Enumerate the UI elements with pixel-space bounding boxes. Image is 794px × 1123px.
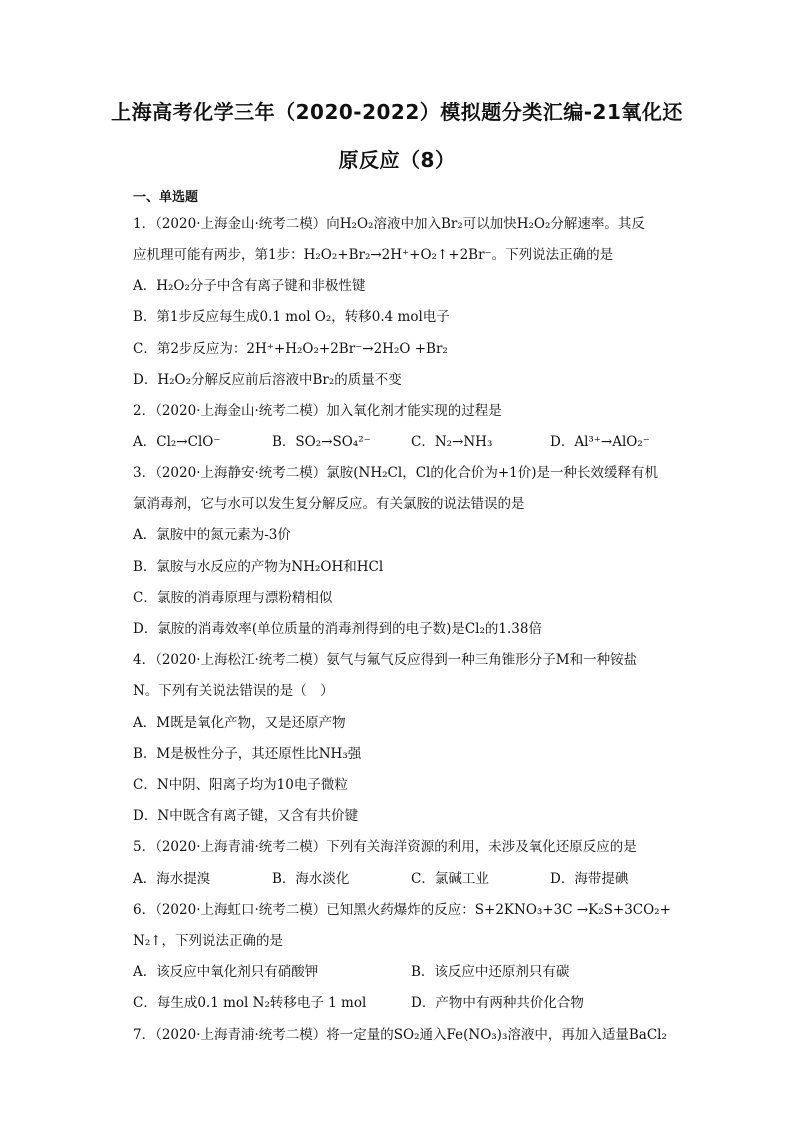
q4-option-d: D．N中既含有离子键，又含有共价键 <box>133 808 359 824</box>
q5-option-b: B．海水淡化 <box>272 871 350 887</box>
q7-stem-line-1: 7．（2020·上海青浦·统考二模）将一定量的SO₂通入Fe(NO₃)₃溶液中，再加入适量BaCl₂ <box>133 1027 667 1043</box>
q2-option-c: C．N₂→NH₃ <box>411 434 493 450</box>
q6-option-d: D．产物中有两种共价化合物 <box>411 995 584 1011</box>
q2-option-d: D．Al³⁺→AlO₂⁻ <box>550 434 650 450</box>
q3-stem-line-1: 3．（2020·上海静安·统考二模）氯胺(NH₂Cl，Cl的化合价为+1价)是一种长效缓释有机 <box>133 465 659 481</box>
q3-option-c: C．氯胺的消毒原理与漂粉精相似 <box>133 590 333 606</box>
q6-option-a: A．该反应中氧化剂只有硝酸钾 <box>133 964 319 980</box>
q2-option-b: B．SO₂→SO₄²⁻ <box>272 434 371 450</box>
q5-option-d: D．海带提碘 <box>550 871 629 887</box>
section-heading: 一、单选题 <box>133 190 199 205</box>
q1-option-c: C．第2步反应为：2H⁺+H₂O₂+2Br⁻→2H₂O +Br₂ <box>133 341 448 357</box>
q1-option-b: B．第1步反应每生成0.1 mol O₂，转移0.4 mol电子 <box>133 309 450 325</box>
q2-option-a: A．Cl₂→ClO⁻ <box>133 434 221 450</box>
q3-option-b: B．氯胺与水反应的产物为NH₂OH和HCl <box>133 559 384 575</box>
q4-option-c: C．N中阴、阳离子均为10电子微粒 <box>133 777 348 793</box>
q3-option-d: D．氯胺的消毒效率(单位质量的消毒剂得到的电子数)是Cl₂的1.38倍 <box>133 621 542 637</box>
q5-stem: 5．（2020·上海青浦·统考二模）下列有关海洋资源的利用，未涉及氧化还原反应的是 <box>133 839 637 855</box>
q6-option-b: B．该反应中还原剂只有碳 <box>411 964 570 980</box>
q4-stem-line-1: 4．（2020·上海松江·统考二模）氨气与氟气反应得到一种三角锥形分子M和一种铵盐 <box>133 652 638 668</box>
q6-option-c: C．每生成0.1 mol N₂转移电子 1 mol <box>133 995 367 1011</box>
q1-option-d: D．H₂O₂分解反应前后溶液中Br₂的质量不变 <box>133 372 402 388</box>
q1-stem-line-2: 应机理可能有两步，第1步：H₂O₂+Br₂→2H⁺+O₂↑+2Br⁻。下列说法正确的是 <box>133 247 614 263</box>
q5-option-a: A．海水提溴 <box>133 871 211 887</box>
q4-option-a: A．M既是氧化产物，又是还原产物 <box>133 715 346 731</box>
doc-title-line-1: 上海高考化学三年（2020-2022）模拟题分类汇编-21氧化还 <box>111 100 683 124</box>
q4-stem-line-2: N。下列有关说法错误的是（ ） <box>133 683 334 699</box>
q6-stem-line-1: 6．（2020·上海虹口·统考二模）已知黑火药爆炸的反应：S+2KNO₃+3C →K₂S+3CO₂+ <box>133 902 671 918</box>
q1-option-a: A．H₂O₂分子中含有离子键和非极性键 <box>133 278 366 294</box>
q1-stem-line-1: 1．（2020·上海金山·统考二模）向H₂O₂溶液中加入Br₂可以加快H₂O₂分解速率。其反 <box>133 216 645 232</box>
q3-option-a: A．氯胺中的氮元素为-3价 <box>133 527 291 543</box>
q2-stem: 2．（2020·上海金山·统考二模）加入氧化剂才能实现的过程是 <box>133 403 502 419</box>
q5-option-c: C．氯碱工业 <box>411 871 489 887</box>
q4-option-b: B．M是极性分子，其还原性比NH₃强 <box>133 746 362 762</box>
doc-title-line-2: 原反应（8） <box>338 148 456 172</box>
q6-stem-line-2: N₂↑，下列说法正确的是 <box>133 933 284 949</box>
q3-stem-line-2: 氯消毒剂，它与水可以发生复分解反应。有关氯胺的说法错误的是 <box>133 496 525 512</box>
